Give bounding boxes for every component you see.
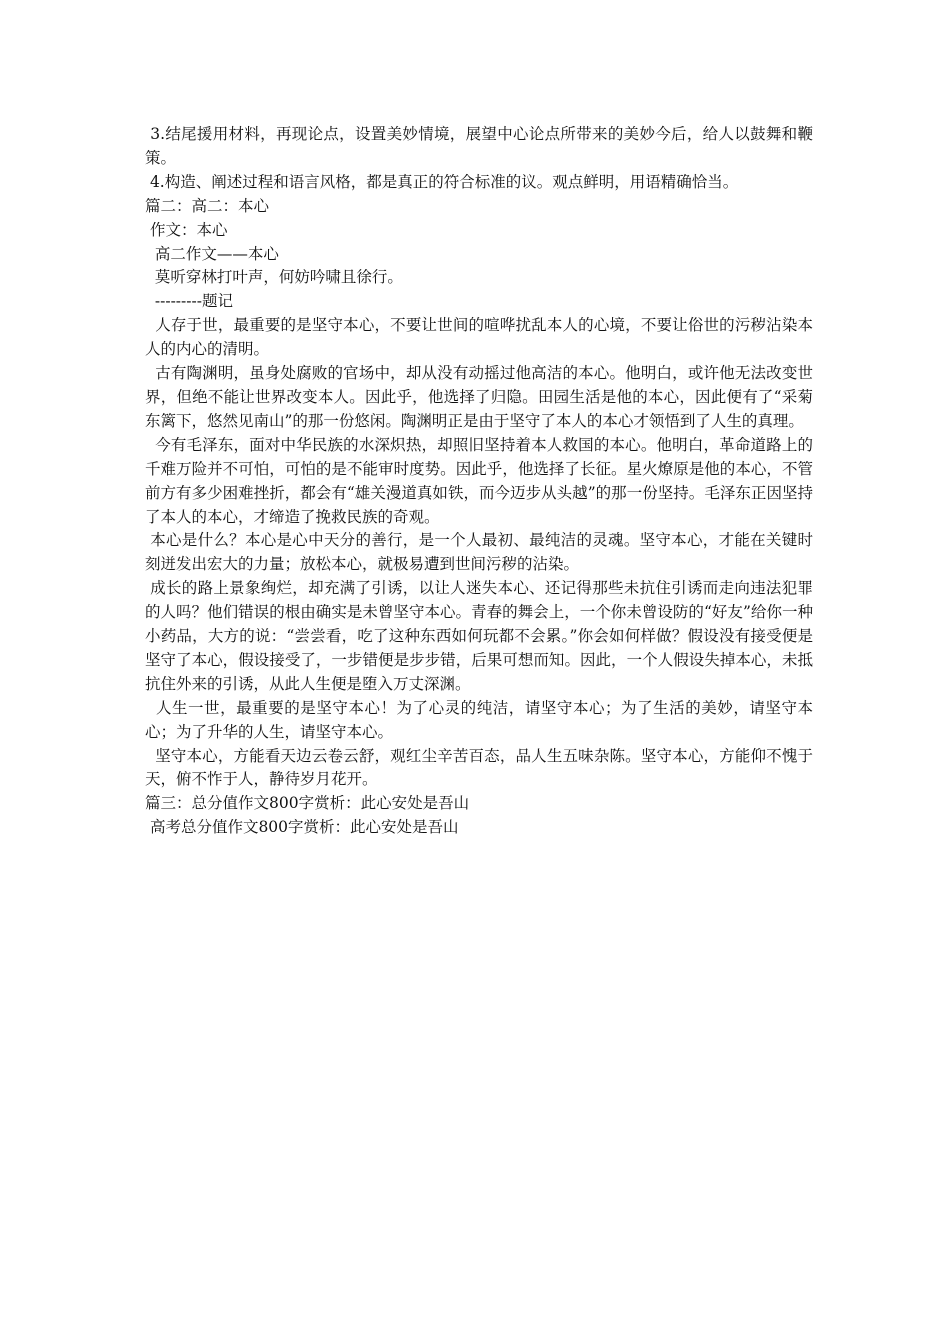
paragraph-conclusion-tip: 3.结尾援用材料，再现论点，设置美妙情境，展望中心论点所带来的美妙今后，给人以鼓舞和鞭策。 — [145, 125, 813, 167]
epigraph-line: 莫听穿林打叶声，何妨吟啸且徐行。 — [145, 268, 403, 287]
section-heading-3: 篇三：总分值作文800字赏析：此心安处是吾山 — [145, 794, 470, 813]
essay-title: 高二作文——本心 — [145, 244, 279, 263]
paragraph-definition: 本心是什么？本心是心中天分的善行，是一个人最初、最纯洁的灵魂。坚守本心，才能在关键时刻迸发出宏大的力量；放松本心，就极易遭到世间污秽的沾染。 — [145, 531, 813, 574]
document-body — [145, 123, 813, 840]
section-heading-2: 篇二：高二：本心 — [145, 196, 270, 215]
section-subtitle-3: 高考总分值作文800字赏析：此心安处是吾山 — [145, 818, 459, 837]
paragraph-life: 人生一世，最重要的是坚守本心！为了心灵的纯洁，请坚守本心；为了生活的美妙，请坚守本心；为了升华的人生，请坚守本心。 — [145, 698, 813, 741]
paragraph-mao-zedong: 今有毛泽东，面对中华民族的水深炽热，却照旧坚持着本人救国的本心。他明白，革命道路上的千难万险并不可怕，可怕的是不能审时度势。因此乎，他选择了长征。星火燎原是他的本心，不管前方有多少困难挫折，都会有“雄关漫道真如铁，而今迈步从头越”的那一份坚持。毛泽东正因坚持了本人的本心，才缔造了挽救民族的奇观。 — [145, 435, 813, 526]
paragraph-conclusion: 坚守本心，方能看天边云卷云舒，观红尘辛苦百态，品人生五味杂陈。坚守本心，方能仰不愧于天，俯不怍于人，静待岁月花开。 — [145, 746, 813, 789]
paragraph-structure-tip: 4.构造、阐述过程和语言风格，都是真正的符合标准的议。观点鲜明，用语精确恰当。 — [145, 172, 739, 191]
paragraph-intro: 人存于世，最重要的是坚守本心，不要让世间的喧哗扰乱本人的心境，不要让俗世的污秽沾染本人的内心的清明。 — [145, 316, 813, 359]
paragraph-temptation: 成长的路上景象绚烂，却充满了引诱，以让人迷失本心、还记得那些未抗住引诱而走向违法犯罪的人吗？他们错误的根由确实是未曾坚守本心。青春的舞会上，一个你未曾设防的“好友”给你一种小药品，大方的说：“尝尝看，吃了这种东西如何玩都不会累。”你会如何样做？假设没有接受便是坚守了本心，假设接受了，一步错便是步步错，后果可想而知。因此，一个人假设失掉本心，未抵抗住外来的引诱，从此人生便是堕入万丈深渊。 — [145, 579, 813, 693]
epigraph-attribution: ---------题记 — [145, 292, 233, 311]
essay-label: 作文：本心 — [145, 220, 228, 239]
paragraph-tao-yuanming: 古有陶渊明，虽身处腐败的官场中，却从没有动摇过他高洁的本心。他明白，或许他无法改变世界，但绝不能让世界改变本人。因此乎，他选择了归隐。田园生活是他的本心，因此便有了“采菊东篱下，悠然见南山”的那一份悠闲。陶渊明正是由于坚守了本人的本心才领悟到了人生的真理。 — [145, 364, 813, 430]
